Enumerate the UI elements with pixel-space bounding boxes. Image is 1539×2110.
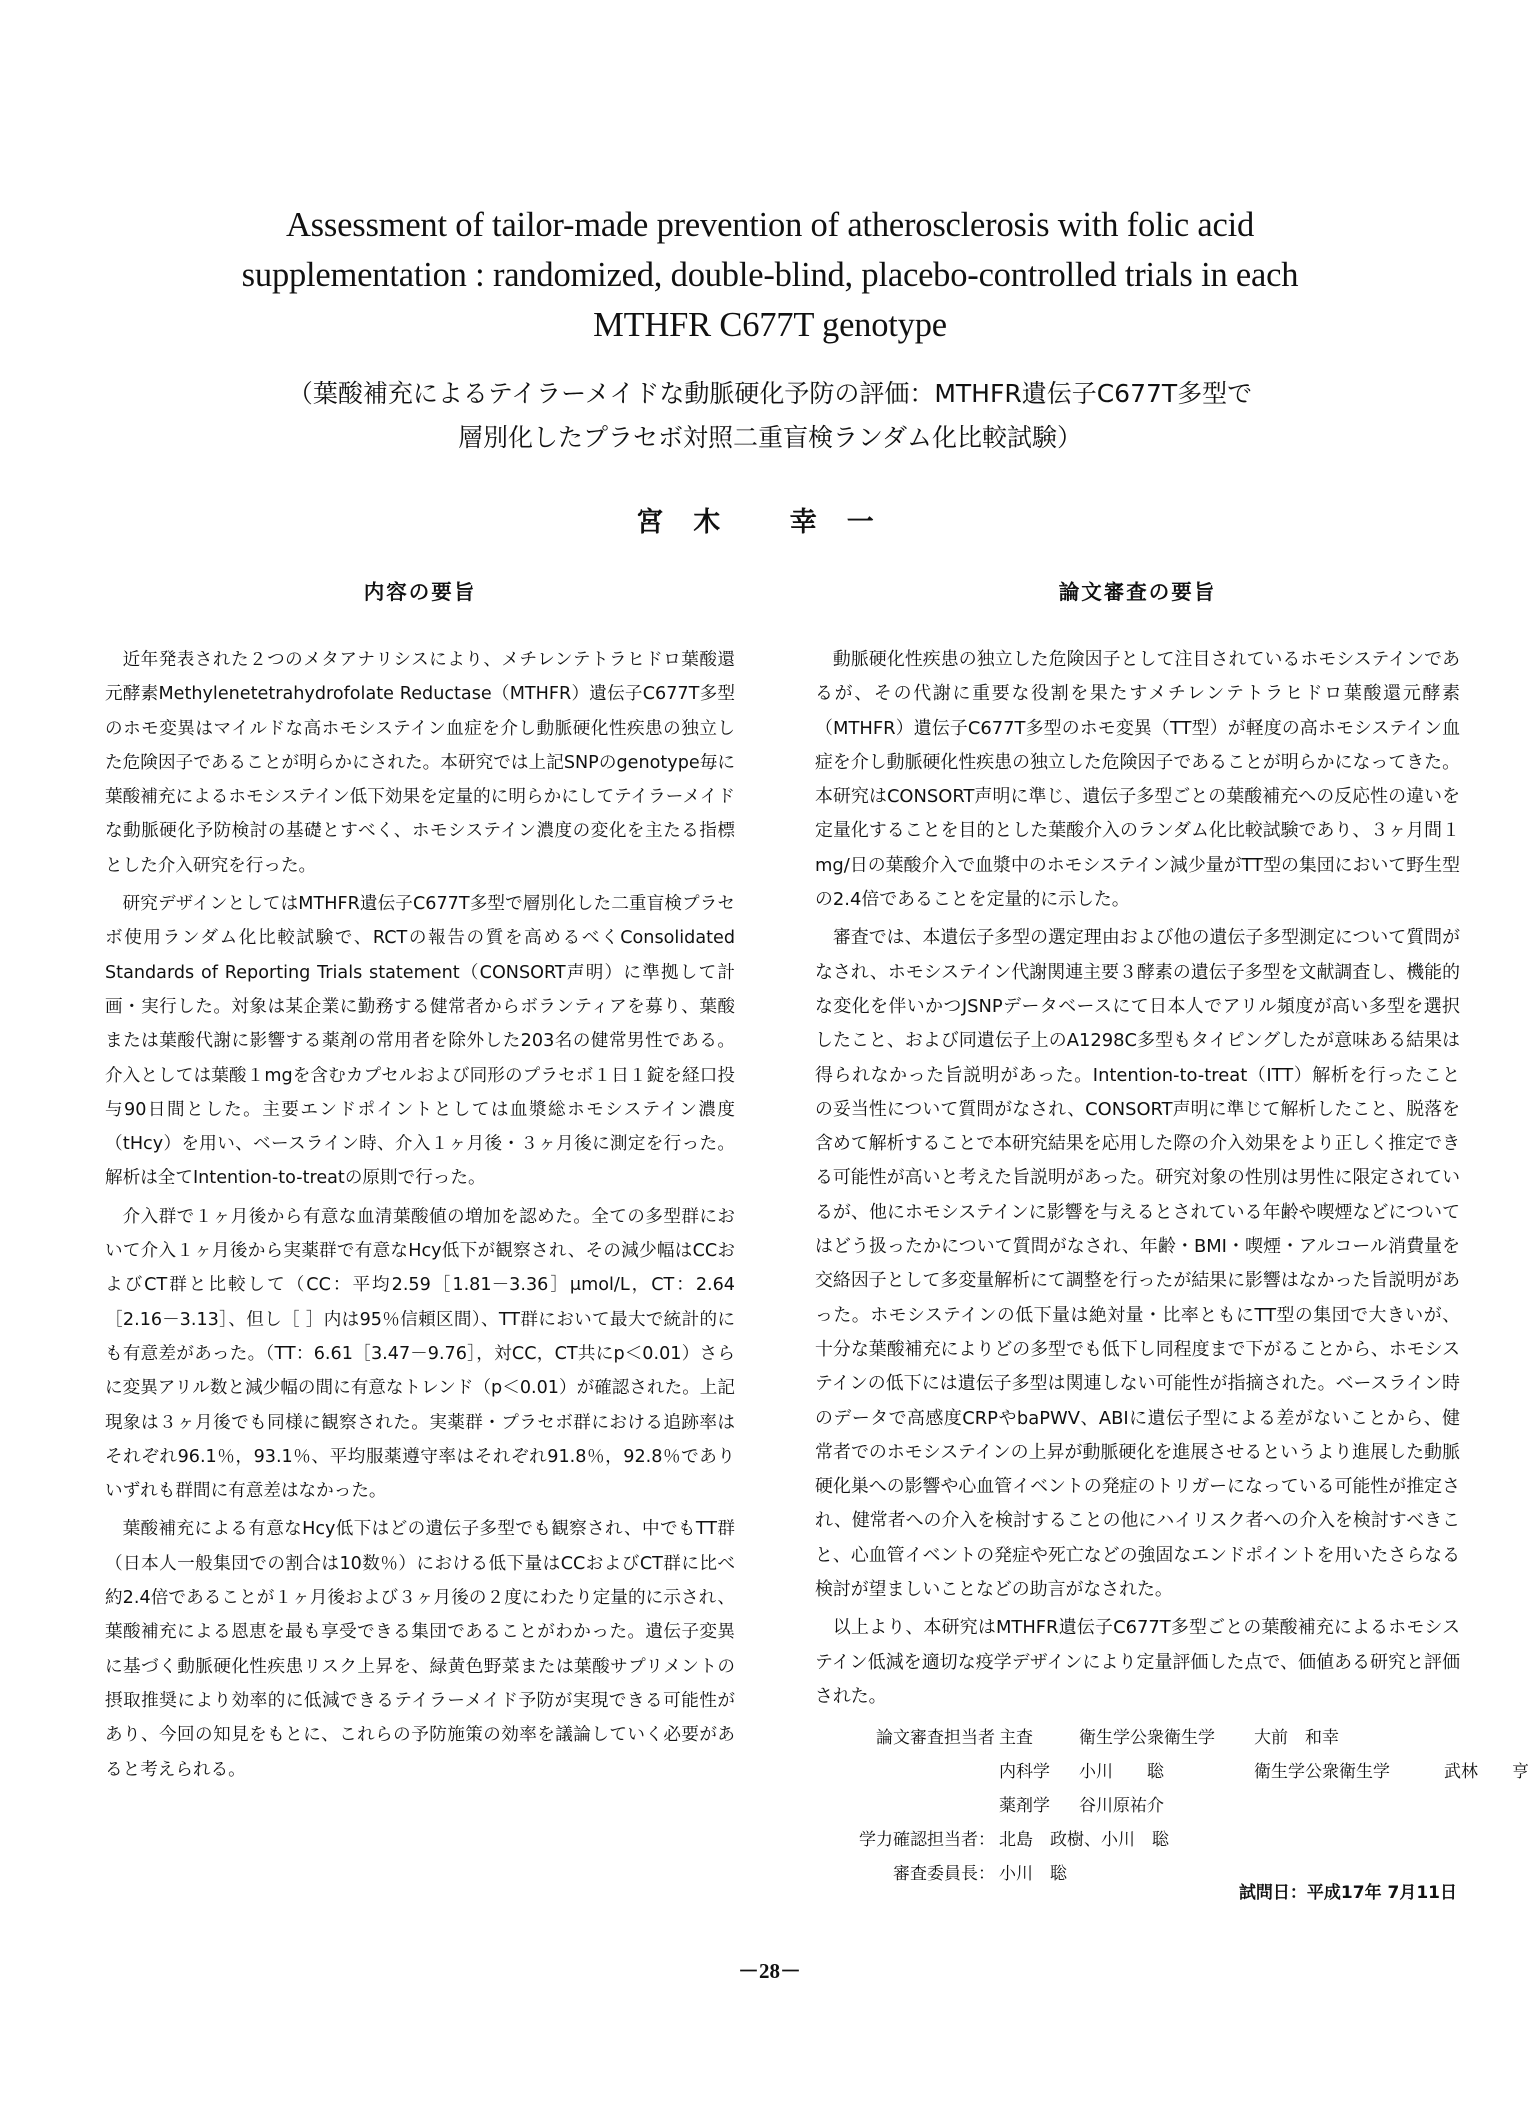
reviewer-row-chief — [815, 1718, 1460, 1752]
reviewer-name: 大前 和幸 — [1254, 1727, 1339, 1748]
abstract-paragraph: 介入群で１ヶ月後から有意な血清葉酸値の増加を認めた。全ての多型群において介入１ヶ月後から実薬群で有意なHcy低下が観察され、その減少幅はCCおよびCT群と比較して（CC：平均2.59［1.81－3.36］μmol/L，CT：2.64［2.16－3.13］、但し［ ］内は95％信頼区間）、TT群において最大で統計的にも有意差があった。（TT：6.61［3.47－9.76］，対CC，CT共にp＜0.01）さらに変異アリル数と減少幅の間に有意なトレンド（p＜0.01）が確認された。上記現象は３ヶ月後でも同様に観察された。実薬群・プラセボ群における追跡率はそれぞれ96.1％，93.1％、平均服薬遵守率はそれぞれ91.8％，92.8％でありいずれも群間に有意差はなかった。 — [105, 1206, 735, 1502]
reviewer-row-members — [815, 1752, 1529, 1786]
reviewer-dept: 内科学 — [999, 1761, 1050, 1782]
abstract-paragraph: 研究デザインとしてはMTHFR遺伝子C677T多型で層別化した二重盲検プラセボ使用ランダム化比較試験で、RCTの報告の質を高めるべくConsolidated Standards of Reporting Trials statement（CONSORT声明）に準拠して計画・実行した。対象は某企業に勤務する健常者からボランティアを募り、葉酸または葉酸代謝に影響する薬剤の常用者を除外した203名の健常男性である。介入としては葉酸１mgを含むカプセルおよび同形のプラセボ１日１錠を経口投与90日間とした。主要エンドポイントとしては血漿総ホモシステイン濃度（tHcy）を用い、ベースライン時、介入１ヶ月後・３ヶ月後に測定を行った。解析は全てIntention-to-treatの原則で行った。 — [105, 894, 735, 1189]
reviewer-row-pharmacy — [815, 1786, 1460, 1820]
paper-title-japanese — [180, 372, 1360, 460]
exam-date: 試問日：平成17年 7月11日 — [1238, 1883, 1457, 1903]
reviewer-name: 武林 亨 — [1444, 1761, 1529, 1782]
reviewer-title: 主査 — [999, 1727, 1033, 1748]
paper-title-english: Assessment of tailor-made prevention of atherosclerosis with folic acid supplementation : randomized, double-blind, placebo-controlled trials in each MTHFR C677T genotype — [241, 206, 1299, 344]
review-summary-heading: 論文審査の要旨 — [1058, 580, 1217, 604]
reviewer-row-confirm — [815, 1820, 1460, 1854]
reviewer-role: 論文審査担当者 — [876, 1727, 995, 1748]
reviewer-name: 谷川原祐介 — [1079, 1795, 1164, 1816]
paper-title-japanese-line-1: （葉酸補充によるテイラーメイドな動脈硬化予防の評価：MTHFR遺伝子C677T多型で — [287, 379, 1253, 408]
reviewer-dept: 衛生学公衆衛生学 — [1079, 1727, 1215, 1748]
reviewer-name: 小川 聡 — [1079, 1761, 1164, 1782]
page-number: －28－ — [738, 1959, 801, 1983]
reviewer-role: 審査委員長： — [893, 1863, 995, 1884]
reviewer-dept: 薬剤学 — [999, 1795, 1050, 1816]
abstract-paragraph: 葉酸補充による有意なHcy低下はどの遺伝子多型でも観察され、中でもTT群（日本人一般集団での割合は10数％）における低下量はCCおよびCT群に比べ約2.4倍であることが１ヶ月後および３ヶ月後の２度にわたり定量的に示され、葉酸補充による恩恵を最も享受できる集団であることがわかった。遺伝子変異に基づく動脈硬化性疾患リスク上昇を、緑黄色野菜または葉酸サプリメントの摂取推奨により効率的に低減できるテイラーメイド予防が実現できる可能性があり、今回の知見をもとに、これらの予防施策の効率を議論していく必要があると考えられる。 — [105, 1519, 735, 1780]
abstract-column — [105, 575, 735, 1791]
reviewer-name: 北島 政樹、小川 聡 — [999, 1829, 1169, 1850]
abstract-paragraph: 近年発表された２つのメタアナリシスにより、メチレンテトラヒドロ葉酸還元酵素Methylenetetrahydrofolate Reductase（MTHFR）遺伝子C677T多型のホモ変異はマイルドな高ホモシステイン血症を介し動脈硬化性疾患の独立した危険因子であることが明らかにされた。本研究では上記SNPのgenotype毎に葉酸補充によるホモシステイン低下効果を定量的に明らかにしてテイラーメイドな動脈硬化予防検討の基礎とすべく、ホモシステイン濃度の変化を主たる指標とした介入研究を行った。 — [105, 650, 735, 876]
reviewer-name: 小川 聡 — [999, 1863, 1067, 1884]
review-summary-column — [815, 575, 1529, 1888]
reviewer-role: 学力確認担当者： — [859, 1829, 995, 1850]
author-name: 宮木 幸一 — [636, 507, 904, 538]
reviewer-dept: 衛生学公衆衛生学 — [1254, 1761, 1390, 1782]
review-paragraph: 以上より、本研究はMTHFR遺伝子C677T多型ごとの葉酸補充によるホモシステイン低減を適切な疫学デザインにより定量評価した点で、価値ある研究と評価された。 — [815, 1617, 1460, 1707]
review-paragraph: 動脈硬化性疾患の独立した危険因子として注目されているホモシステインであるが、その代謝に重要な役割を果たすメチレンテトラヒドロ葉酸還元酵素（MTHFR）遺伝子C677T多型のホモ変異（TT型）が軽度の高ホモシステイン血症を介し動脈硬化性疾患の独立した危険因子であることが明らかになってきた。本研究はCONSORT声明に準じ、遺伝子多型ごとの葉酸補充への反応性の違いを定量化することを目的とした葉酸介入のランダム化比較試験であり、３ヶ月間１mg/日の葉酸介入で血漿中のホモシステイン減少量がTT型の集団において野生型の2.4倍であることを定量的に示した。 — [815, 649, 1460, 911]
review-paragraph: 審査では、本遺伝子多型の選定理由および他の遺伝子多型測定について質問がなされ、ホモシステイン代謝関連主要３酵素の遺伝子多型を文献調査し、機能的な変化を伴いかつJSNPデータベースにて日本人でアリル頻度が高い多型を選択したこと、および同遺伝子上のA1298C多型もタイピングしたが意味ある結果は得られなかった旨説明があった。Intention-to-treat（ITT）解析を行ったことの妥当性について質問がなされ、CONSORT声明に準じて解析したこと、脱落を含めて解析することで本研究結果を応用した際の介入効果をより正しく推定できる可能性が高いと考えた旨説明があった。研究対象の性別は男性に限定されているが、他にホモシステインに影響を与えるとされている年齢や喫煙などについてはどう扱ったかについて質問がなされ、年齢・BMI・喫煙・アルコール消費量を交絡因子として多変量解析にて調整を行ったが結果に影響はなかった旨説明があった。ホモシステインの低下量は絶対量・比率ともにTT型の集団で大きいが、十分な葉酸補充によりどの多型でも低下し同程度まで下がることから、ホモシステインの低下には遺伝子多型は関連しない可能性が指摘された。ベースライン時のデータで高感度CRPやbaPWV、ABIに遺伝子型による差がないことから、健常者でのホモシステインの上昇が動脈硬化を進展させるというより進展した動脈硬化巣への影響や心血管イベントの発症のトリガーになっている可能性が推定され、健常者への介入を検討することの他にハイリスク者への介入を検討すべきこと、心血管イベントの発症や死亡などの強固なエンドポイントを用いたさらなる検討が望ましいことなどの助言がなされた。 — [815, 927, 1460, 1601]
abstract-heading: 内容の要旨 — [363, 580, 477, 604]
paper-title-japanese-line-2: 層別化したプラセボ対照二重盲検ランダム化比較試験） — [457, 423, 1082, 452]
reviewer-list — [815, 1718, 1529, 1888]
